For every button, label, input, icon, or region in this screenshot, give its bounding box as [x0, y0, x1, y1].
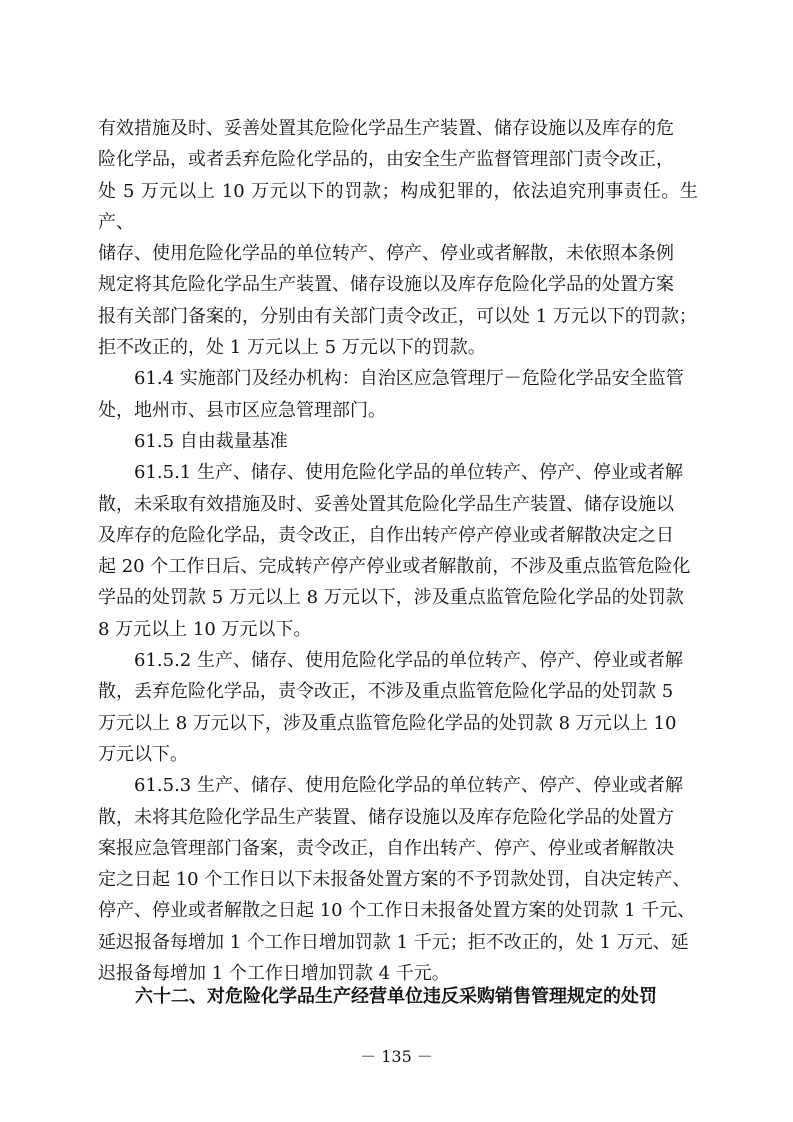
- paragraph-61-5-3: 61.5.3 生产、储存、使用危险化学品的单位转产、停产、停业或者解 散，未将其危险化学品生产装置、储存设施以及库存危险化学品的处置方 案报应急管理部门备案，责令改正，自作出转产、停产、停业或者解散决 定之日起 10 个工作日以下未报备处置方案的不予罚款处罚，自决定转产、 停产、停业或者解散之日起 10 个工作日未报备处置方案的处罚款 1 千元、 延迟报备每增加 1 个工作日增加罚款 1 千元；拒不改正的，处 1 万元、延 迟报备每增加 1 个工作日增加罚款 4 千元。: [98, 775, 696, 985]
- paragraph-61-5: 61.5 自由裁量基准: [98, 430, 288, 452]
- page-number: － 135 －: [360, 1047, 433, 1066]
- paragraph-61-5-1: 61.5.1 生产、储存、使用危险化学品的单位转产、停产、停业或者解 散，未采取有效措施及时、妥善处置其危险化学品生产装置、储存设施以 及库存的危险化学品，责令改正，自作出转产停产停业或者解散决定之日 起 20 个工作日后、完成转产停产停业或者解散前，不涉及重点监管危险化 学品的处罚款 5 万元以上 8 万元以下，涉及重点监管危险化学品的处罚款 8 万元以上 10 万元以下。: [98, 462, 691, 640]
- section-heading-62: 六十二、对危险化学品生产经营单位违反采购销售管理规定的处罚: [135, 986, 657, 1007]
- paragraph-61-5-2: 61.5.2 生产、储存、使用危险化学品的单位转产、停产、停业或者解 散，丢弃危险化学品，责令改正，不涉及重点监管危险化学品的处罚款 5 万元以上 8 万元以下，涉及重点监管危险化学品的处罚款 8 万元以上 10 万元以下。: [98, 650, 683, 765]
- paragraph-continuation: 有效措施及时、妥善处置其危险化学品生产装置、储存设施以及库存的危 险化学品，或者丢弃危险化学品的，由安全生产监督管理部门责令改正， 处 5 万元以上 10 万元以下的罚款；构成犯罪的，依法追究刑事责任。生产、 储存、使用危险化学品的单位转产、停产、停业或者解散，未依照本条例 规定将其危险化学品生产装置、储存设施以及库存危险化学品的处置方案 报有关部门备案的，分别由有关部门责令改正，可以处 1 万元以下的罚款； 拒不改正的，处 1 万元以上 5 万元以下的罚款。: [98, 118, 698, 359]
- paragraph-61-4: 61.4 实施部门及经办机构：自治区应急管理厅－危险化学品安全监管 处，地州市、县市区应急管理部门。: [98, 368, 684, 421]
- body-text: [98, 113, 698, 989]
